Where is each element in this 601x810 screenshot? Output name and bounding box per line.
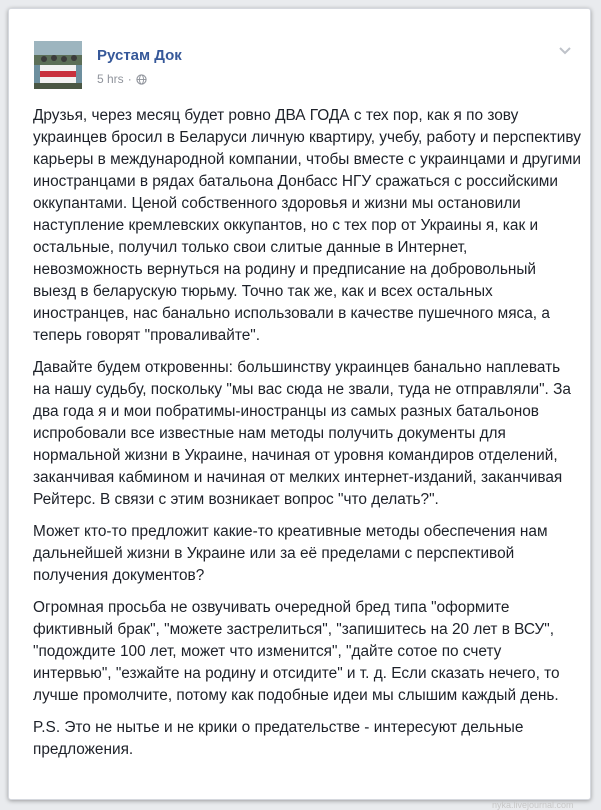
avatar-image bbox=[34, 41, 82, 89]
post-paragraph: Давайте будем откровенны: большинству украинцев банально наплевать на нашу судьбу, поскольку "мы вас сюда не звали, туда не отправляли". За два года я и мои побратимы-иностранцы из самых разных батальонов испробовали все известные нам методы получить документы для нормальной жизни в Украине, начиная от уровня командиров отделений, заканчивая кабмином и начиная от мелких интернет-изданий, заканчивая Рейтерс. В связи с этим возникает вопрос "что делать?". bbox=[33, 359, 571, 508]
post-meta bbox=[97, 72, 147, 86]
post-paragraph: Может кто-то предложит какие-то креативные методы обеспечения нам дальнейшей жизни в Украине или за её пределами с перспективой получения документов? bbox=[33, 523, 548, 584]
author-name[interactable]: Рустам Док bbox=[97, 47, 182, 64]
watermark: nyka.livejournal.com bbox=[492, 800, 574, 810]
post-paragraph: Друзья, через месяц будет ровно ДВА ГОДА с тех пор, как я по зову украинцев бросил в Беларуси личную квартиру, учебу, работу и перспективу карьеры в международной компании, чтобы вместе с украинцами и другими иностранцами в рядах батальона Донбасс НГУ сражаться с российскими оккупантами. Ценой собственного здоровья и жизни мы остановили наступление кремлевских оккупантов, но с тех пор от Украины я, как и остальные, получил только свои слитые данные в Интернет, невозможность вернуться на родину и предписание на добровольный выезд в беларускую тюрьму. Точно так же, как и всех остальных иностранцев, нас банально использовали в качестве пушечного мяса, а теперь говорят "проваливайте". bbox=[33, 107, 581, 344]
avatar[interactable] bbox=[34, 41, 82, 89]
post-card bbox=[8, 8, 591, 810]
globe-icon[interactable] bbox=[136, 74, 147, 85]
meta-separator: · bbox=[127, 72, 132, 86]
post-paragraph: P.S. Это не нытье и не крики о предательстве - интересуют дельные предложения. bbox=[33, 719, 524, 758]
post-body bbox=[33, 105, 581, 771]
chevron-down-icon[interactable] bbox=[557, 43, 573, 59]
post-paragraph: Огромная просьба не озвучивать очередной бред типа "оформите фиктивный брак", "можете застрелиться", "запишитесь на 20 лет в ВСУ", "подождите 100 лет, может что изменится", "дайте сотое по счету интервью", "езжайте на родину и отсидите" и т. д. Если сказать нечего, то лучше промолчите, потому как подобные идеи мы слышим каждый день. bbox=[33, 599, 560, 704]
timestamp[interactable]: 5 hrs bbox=[97, 72, 124, 86]
